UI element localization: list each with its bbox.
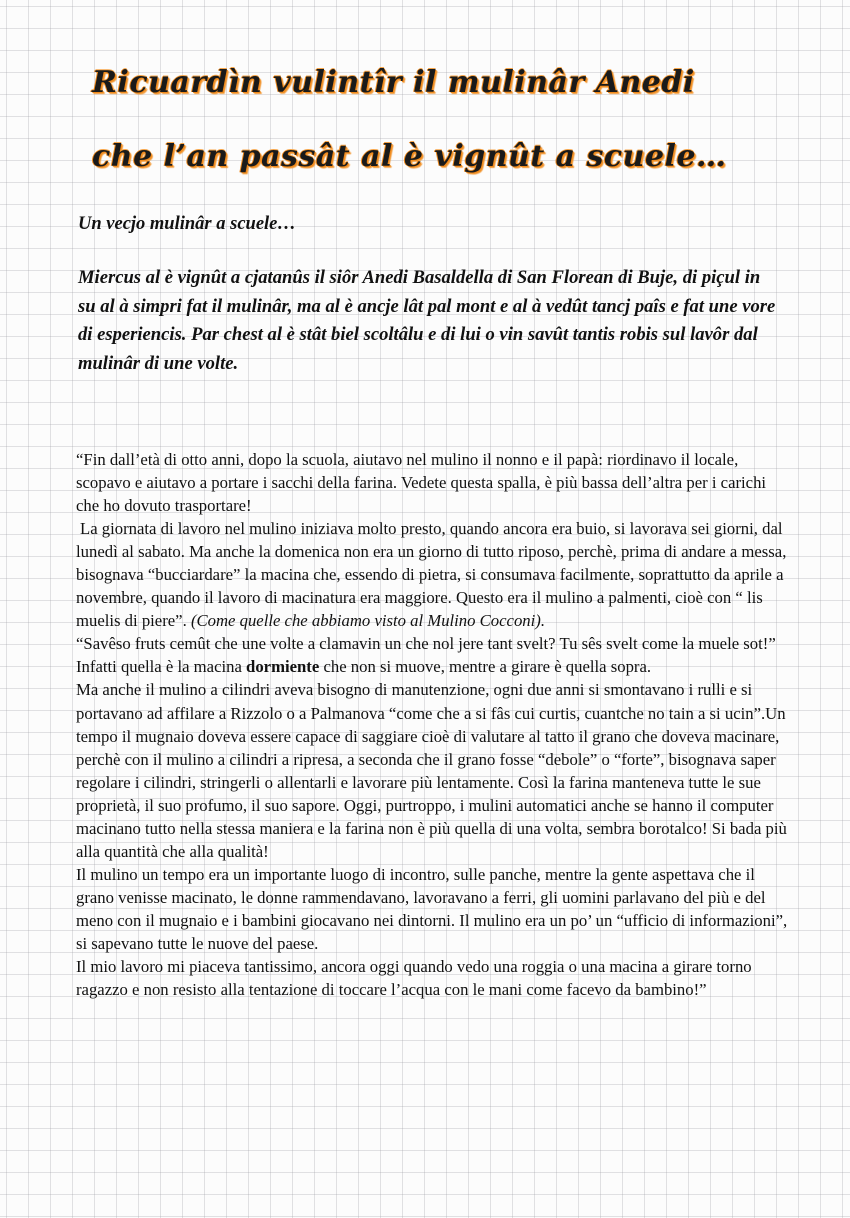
body-paragraph-4: Ma anche il mulino a cilindri aveva bisogno di manutenzione, ogni due anni si smontavano i rulli e si portavano ad affilare a Rizzolo o a Palmanova “come che a si fâs cui curtis, cuantche no tain a si ucin”.Un tempo il mugnaio doveva essere capace di saggiare cioè di valutare al tatto il grano che doveva macinare, perchè con il mulino a cilindri a ripresa, a seconda che il grano fosse “debole” o “forte”, bisognava saper regolare i cilindri, stringerli o allentarli e lavorare più lentamente. Così la farina manteneva tutte le sue proprietà, il suo profumo, il suo sapore. Oggi, purtroppo, i mulini automatici anche se hanno il computer macinano tutto nella stessa maniera e la farina non è più quella di una volta, sembra borotalco! Si bada più alla quantità che alla qualità!	[76, 680, 787, 861]
body-paragraph-3-bold: dormiente	[246, 657, 320, 677]
title-line-1: Ricuardìn vulintîr il mulinâr Anedi	[92, 65, 695, 100]
body-paragraph-3-start: “Savêso fruts cemût che une volte a clamavin un che nol jere tant svelt? Tu sês svelt come la muele sot!” Infatti quella è la macina	[76, 634, 776, 677]
body-paragraph-3	[76, 632, 788, 678]
article-heading: Un vecjo mulinâr a scuele…	[78, 214, 296, 234]
body-paragraph-2-text: La giornata di lavoro nel mulino iniziava molto presto, quando ancora era buio, si lavorava sei giorni, dal lunedì al sabato. Ma anche la domenica non era un giorno di tutto riposo, perchè, prima di andare a messa, bisognava “bucciardare” la macina che, essendo di pietra, si consumava facilmente, soprattutto da aprile a novembre, quando il lavoro di macinatura era maggiore. Questo era il mulino a palmenti, cioè con “ lis muelis di piere”.	[76, 519, 787, 631]
body-paragraph-1: “Fin dall’età di otto anni, dopo la scuola, aiutavo nel mulino il nonno e il papà: riordinavo il locale, scopavo e aiutavo a portare i sacchi della farina. Vedete questa spalla, è più bassa dell’altra per i carichi che ho dovuto trasportare!	[76, 450, 767, 516]
body-paragraph-2-note: (Come quelle che abbiamo visto al Mulino Cocconi).	[190, 611, 546, 631]
title-line-2: che l’an passât al è vignût a scuele…	[92, 139, 727, 174]
body-paragraph-5: Il mulino un tempo era un importante luogo di incontro, sulle panche, mentre la gente aspettava che il grano venisse macinato, le donne rammendavano, lavoravano a ferri, gli uomini parlavano del più e del meno con il mugnaio e i bambini giocavano nei dintorni. Il mulino era un po’ un “ufficio di informazioni”, si sapevano tutte le nuove del paese.	[76, 864, 788, 953]
handwritten-title	[92, 46, 812, 194]
body-paragraph-3-end: che non si muove, mentre a girare è quella sopra.	[323, 657, 652, 677]
article-body	[76, 448, 788, 1001]
intro-paragraph: Miercus al è vignût a cjatanûs il siôr Anedi Basaldella di San Florean di Buje, di piçul in su al à simpri fat il mulinâr, ma al è ancje lât pal mont e al à vedût tancj paîs e fat une vore di esperiencis. Par chest al è stât biel scoltâlu e di lui o vin savût tantis robis sul lavôr dal mulinâr di une volte.	[78, 267, 776, 374]
body-paragraph-2	[76, 517, 788, 632]
body-paragraph-6: Il mio lavoro mi piaceva tantissimo, ancora oggi quando vedo una roggia o una macina a girare torno ragazzo e non resisto alla tentazione di toccare l’acqua con le mani come facevo da bambino!”	[76, 957, 752, 1000]
